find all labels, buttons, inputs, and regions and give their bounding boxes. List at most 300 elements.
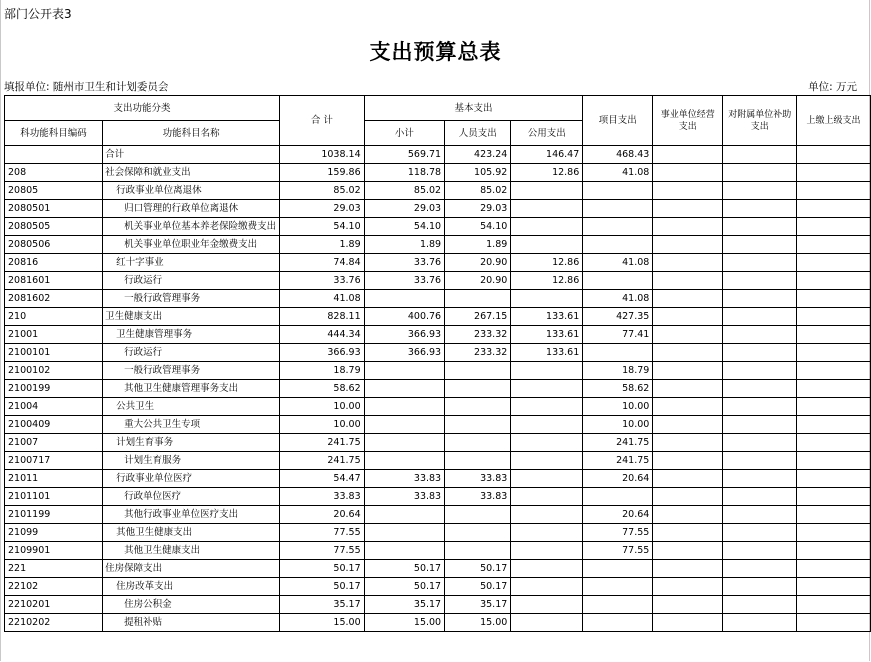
cell-subtotal: 35.17	[364, 596, 444, 614]
cell-name: 红十字事业	[103, 254, 280, 272]
cell-enterprise	[653, 146, 723, 164]
cell-enterprise	[653, 434, 723, 452]
cell-enterprise	[653, 416, 723, 434]
cell-public	[511, 290, 583, 308]
table-row	[5, 218, 871, 236]
cell-subtotal	[364, 416, 444, 434]
cell-upper	[797, 506, 871, 524]
cell-name: 其他卫生健康支出	[103, 524, 280, 542]
cell-public	[511, 578, 583, 596]
cell-personnel	[445, 434, 511, 452]
cell-project: 10.00	[583, 416, 653, 434]
cell-enterprise	[653, 308, 723, 326]
cell-enterprise	[653, 578, 723, 596]
cell-personnel	[445, 380, 511, 398]
cell-total: 85.02	[280, 182, 365, 200]
cell-enterprise	[653, 344, 723, 362]
cell-public	[511, 434, 583, 452]
cell-name: 计划生育事务	[103, 434, 280, 452]
table-row	[5, 380, 871, 398]
cell-name: 行政单位医疗	[103, 488, 280, 506]
cell-personnel	[445, 416, 511, 434]
cell-upper	[797, 560, 871, 578]
cell-subsidy	[723, 542, 797, 560]
header-project: 项目支出	[583, 96, 653, 146]
cell-personnel	[445, 398, 511, 416]
cell-name: 行政运行	[103, 344, 280, 362]
cell-subsidy	[723, 470, 797, 488]
cell-total: 1038.14	[280, 146, 365, 164]
cell-public: 12.86	[511, 254, 583, 272]
cell-subtotal: 33.83	[364, 470, 444, 488]
header-public: 公用支出	[511, 121, 583, 146]
table-row	[5, 362, 871, 380]
cell-enterprise	[653, 596, 723, 614]
cell-subsidy	[723, 272, 797, 290]
cell-subsidy	[723, 236, 797, 254]
cell-upper	[797, 182, 871, 200]
cell-personnel: 29.03	[445, 200, 511, 218]
cell-enterprise	[653, 614, 723, 632]
cell-subsidy	[723, 200, 797, 218]
table-row	[5, 452, 871, 470]
cell-personnel: 33.83	[445, 488, 511, 506]
cell-enterprise	[653, 236, 723, 254]
cell-name: 机关事业单位基本养老保险缴费支出	[103, 218, 280, 236]
cell-personnel: 423.24	[445, 146, 511, 164]
cell-project: 41.08	[583, 164, 653, 182]
cell-upper	[797, 398, 871, 416]
cell-upper	[797, 380, 871, 398]
cell-subsidy	[723, 362, 797, 380]
cell-subsidy	[723, 488, 797, 506]
cell-code: 221	[5, 560, 103, 578]
cell-subtotal	[364, 506, 444, 524]
cell-upper	[797, 308, 871, 326]
cell-enterprise	[653, 272, 723, 290]
cell-total: 241.75	[280, 434, 365, 452]
cell-name: 一般行政管理事务	[103, 362, 280, 380]
cell-subtotal: 1.89	[364, 236, 444, 254]
cell-upper	[797, 254, 871, 272]
cell-name: 社会保障和就业支出	[103, 164, 280, 182]
cell-total: 1.89	[280, 236, 365, 254]
cell-public	[511, 416, 583, 434]
cell-subtotal	[364, 452, 444, 470]
cell-project	[583, 344, 653, 362]
cell-public	[511, 488, 583, 506]
cell-upper	[797, 362, 871, 380]
cell-upper	[797, 542, 871, 560]
cell-upper	[797, 578, 871, 596]
cell-public	[511, 506, 583, 524]
cell-public	[511, 182, 583, 200]
cell-public: 12.86	[511, 164, 583, 182]
cell-subtotal	[364, 380, 444, 398]
cell-personnel: 35.17	[445, 596, 511, 614]
cell-code: 2100717	[5, 452, 103, 470]
cell-subtotal	[364, 362, 444, 380]
cell-personnel	[445, 542, 511, 560]
cell-name: 住房保障支出	[103, 560, 280, 578]
cell-total: 77.55	[280, 524, 365, 542]
table-row	[5, 326, 871, 344]
cell-name: 其他卫生健康支出	[103, 542, 280, 560]
cell-public: 133.61	[511, 308, 583, 326]
cell-project	[583, 200, 653, 218]
cell-subtotal: 50.17	[364, 578, 444, 596]
table-row	[5, 182, 871, 200]
cell-public: 12.86	[511, 272, 583, 290]
header-name: 功能科目名称	[103, 121, 280, 146]
cell-project	[583, 218, 653, 236]
cell-public	[511, 218, 583, 236]
cell-public: 146.47	[511, 146, 583, 164]
cell-project: 77.55	[583, 524, 653, 542]
cell-subtotal	[364, 542, 444, 560]
cell-public	[511, 470, 583, 488]
cell-enterprise	[653, 542, 723, 560]
cell-name: 重大公共卫生专项	[103, 416, 280, 434]
cell-subsidy	[723, 452, 797, 470]
cell-project: 18.79	[583, 362, 653, 380]
header-enterprise: 事业单位经营支出	[653, 96, 723, 146]
table-row	[5, 308, 871, 326]
cell-subsidy	[723, 146, 797, 164]
cell-project	[583, 560, 653, 578]
cell-code: 21099	[5, 524, 103, 542]
cell-personnel: 105.92	[445, 164, 511, 182]
cell-subsidy	[723, 506, 797, 524]
cell-enterprise	[653, 560, 723, 578]
cell-subsidy	[723, 380, 797, 398]
cell-enterprise	[653, 452, 723, 470]
cell-enterprise	[653, 488, 723, 506]
cell-enterprise	[653, 398, 723, 416]
cell-upper	[797, 614, 871, 632]
cell-public	[511, 524, 583, 542]
cell-subtotal: 33.83	[364, 488, 444, 506]
cell-total: 241.75	[280, 452, 365, 470]
cell-personnel	[445, 290, 511, 308]
table-row	[5, 488, 871, 506]
header-code: 科功能科目编码	[5, 121, 103, 146]
cell-total: 828.11	[280, 308, 365, 326]
header-total: 合 计	[280, 96, 365, 146]
cell-name: 一般行政管理事务	[103, 290, 280, 308]
cell-upper	[797, 200, 871, 218]
cell-upper	[797, 146, 871, 164]
cell-code: 2101101	[5, 488, 103, 506]
table-row	[5, 560, 871, 578]
table-row	[5, 614, 871, 632]
cell-personnel: 33.83	[445, 470, 511, 488]
cell-personnel: 54.10	[445, 218, 511, 236]
cell-project: 10.00	[583, 398, 653, 416]
cell-upper	[797, 218, 871, 236]
cell-subtotal: 366.93	[364, 326, 444, 344]
table-row	[5, 200, 871, 218]
header-subsidy: 对附属单位补助支出	[723, 96, 797, 146]
cell-upper	[797, 488, 871, 506]
cell-name: 行政事业单位离退休	[103, 182, 280, 200]
cell-personnel: 267.15	[445, 308, 511, 326]
cell-upper	[797, 524, 871, 542]
cell-upper	[797, 416, 871, 434]
cell-subtotal: 50.17	[364, 560, 444, 578]
cell-project: 58.62	[583, 380, 653, 398]
cell-total: 41.08	[280, 290, 365, 308]
cell-code: 2100409	[5, 416, 103, 434]
cell-public	[511, 560, 583, 578]
cell-name: 卫生健康管理事务	[103, 326, 280, 344]
cell-public	[511, 452, 583, 470]
cell-code: 20805	[5, 182, 103, 200]
cell-subtotal: 366.93	[364, 344, 444, 362]
cell-total: 20.64	[280, 506, 365, 524]
cell-total: 35.17	[280, 596, 365, 614]
cell-total: 50.17	[280, 560, 365, 578]
table-row	[5, 596, 871, 614]
cell-name: 其他行政事业单位医疗支出	[103, 506, 280, 524]
reporting-unit: 填报单位: 随州市卫生和计划委员会	[4, 81, 169, 93]
cell-upper	[797, 596, 871, 614]
cell-subsidy	[723, 614, 797, 632]
table-row	[5, 146, 871, 164]
cell-public	[511, 236, 583, 254]
cell-total: 77.55	[280, 542, 365, 560]
cell-personnel: 20.90	[445, 272, 511, 290]
header-personnel: 人员支出	[445, 121, 511, 146]
cell-enterprise	[653, 182, 723, 200]
cell-total: 159.86	[280, 164, 365, 182]
cell-personnel	[445, 452, 511, 470]
cell-total: 366.93	[280, 344, 365, 362]
cell-enterprise	[653, 524, 723, 542]
cell-enterprise	[653, 200, 723, 218]
cell-project	[583, 596, 653, 614]
cell-name: 其他卫生健康管理事务支出	[103, 380, 280, 398]
table-row	[5, 236, 871, 254]
cell-name: 提租补贴	[103, 614, 280, 632]
cell-code: 2100101	[5, 344, 103, 362]
cell-personnel	[445, 362, 511, 380]
cell-subsidy	[723, 218, 797, 236]
cell-project: 20.64	[583, 470, 653, 488]
cell-total: 54.10	[280, 218, 365, 236]
cell-subtotal	[364, 524, 444, 542]
table-row	[5, 542, 871, 560]
cell-code: 20816	[5, 254, 103, 272]
cell-code: 2210202	[5, 614, 103, 632]
cell-total: 10.00	[280, 398, 365, 416]
cell-total: 10.00	[280, 416, 365, 434]
cell-code: 210	[5, 308, 103, 326]
cell-total: 15.00	[280, 614, 365, 632]
cell-subsidy	[723, 182, 797, 200]
cell-total: 33.76	[280, 272, 365, 290]
header-row-1	[5, 96, 871, 121]
cell-enterprise	[653, 254, 723, 272]
cell-total: 444.34	[280, 326, 365, 344]
table-row	[5, 164, 871, 182]
cell-project: 468.43	[583, 146, 653, 164]
header-subtotal: 小计	[364, 121, 444, 146]
cell-subtotal: 85.02	[364, 182, 444, 200]
cell-public: 133.61	[511, 326, 583, 344]
table-row	[5, 524, 871, 542]
cell-public	[511, 614, 583, 632]
cell-subtotal: 569.71	[364, 146, 444, 164]
cell-subsidy	[723, 560, 797, 578]
cell-subtotal: 400.76	[364, 308, 444, 326]
cell-total: 50.17	[280, 578, 365, 596]
cell-personnel: 50.17	[445, 560, 511, 578]
cell-code: 21001	[5, 326, 103, 344]
cell-subsidy	[723, 254, 797, 272]
budget-table	[4, 95, 871, 632]
cell-personnel: 20.90	[445, 254, 511, 272]
cell-subtotal: 54.10	[364, 218, 444, 236]
cell-name: 卫生健康支出	[103, 308, 280, 326]
cell-code: 208	[5, 164, 103, 182]
cell-personnel: 233.32	[445, 344, 511, 362]
cell-upper	[797, 236, 871, 254]
cell-total: 29.03	[280, 200, 365, 218]
cell-code: 21007	[5, 434, 103, 452]
cell-total: 18.79	[280, 362, 365, 380]
cell-project	[583, 614, 653, 632]
cell-project	[583, 578, 653, 596]
cell-project: 41.08	[583, 254, 653, 272]
cell-subtotal: 33.76	[364, 254, 444, 272]
cell-public	[511, 380, 583, 398]
cell-public	[511, 542, 583, 560]
cell-upper	[797, 272, 871, 290]
cell-total: 58.62	[280, 380, 365, 398]
cell-enterprise	[653, 290, 723, 308]
cell-project: 241.75	[583, 452, 653, 470]
table-row	[5, 398, 871, 416]
cell-subtotal: 118.78	[364, 164, 444, 182]
cell-project: 241.75	[583, 434, 653, 452]
table-row	[5, 578, 871, 596]
cell-total: 33.83	[280, 488, 365, 506]
cell-name: 行政运行	[103, 272, 280, 290]
cell-name: 住房公积金	[103, 596, 280, 614]
page-title: 支出预算总表	[369, 39, 502, 64]
cell-code: 2210201	[5, 596, 103, 614]
cell-name: 归口管理的行政单位离退休	[103, 200, 280, 218]
cell-code: 2080506	[5, 236, 103, 254]
cell-total: 54.47	[280, 470, 365, 488]
cell-public: 133.61	[511, 344, 583, 362]
cell-project: 41.08	[583, 290, 653, 308]
cell-project: 20.64	[583, 506, 653, 524]
table-row	[5, 290, 871, 308]
cell-project: 427.35	[583, 308, 653, 326]
cell-enterprise	[653, 506, 723, 524]
cell-subsidy	[723, 326, 797, 344]
cell-personnel	[445, 524, 511, 542]
cell-code: 2100102	[5, 362, 103, 380]
table-row	[5, 272, 871, 290]
cell-subtotal	[364, 434, 444, 452]
table-row	[5, 344, 871, 362]
cell-code: 2081602	[5, 290, 103, 308]
cell-upper	[797, 164, 871, 182]
cell-subtotal	[364, 398, 444, 416]
cell-personnel: 1.89	[445, 236, 511, 254]
cell-code: 22102	[5, 578, 103, 596]
cell-public	[511, 398, 583, 416]
header-basic: 基本支出	[364, 96, 583, 121]
cell-enterprise	[653, 380, 723, 398]
cell-enterprise	[653, 164, 723, 182]
cell-name: 公共卫生	[103, 398, 280, 416]
cell-project: 77.55	[583, 542, 653, 560]
table-row	[5, 254, 871, 272]
cell-total: 74.84	[280, 254, 365, 272]
cell-code: 2080505	[5, 218, 103, 236]
table-row	[5, 470, 871, 488]
cell-personnel	[445, 506, 511, 524]
cell-enterprise	[653, 218, 723, 236]
cell-enterprise	[653, 362, 723, 380]
header-func-class: 支出功能分类	[5, 96, 280, 121]
cell-code: 2101199	[5, 506, 103, 524]
cell-project: 77.41	[583, 326, 653, 344]
cell-subsidy	[723, 416, 797, 434]
cell-personnel: 50.17	[445, 578, 511, 596]
sheet-label: 部门公开表3	[4, 7, 72, 21]
cell-name: 机关事业单位职业年金缴费支出	[103, 236, 280, 254]
cell-subsidy	[723, 164, 797, 182]
cell-project	[583, 182, 653, 200]
cell-upper	[797, 452, 871, 470]
cell-subsidy	[723, 398, 797, 416]
cell-upper	[797, 470, 871, 488]
cell-enterprise	[653, 470, 723, 488]
cell-code: 2109901	[5, 542, 103, 560]
cell-upper	[797, 326, 871, 344]
cell-project	[583, 488, 653, 506]
cell-code: 21004	[5, 398, 103, 416]
cell-personnel: 85.02	[445, 182, 511, 200]
cell-personnel: 15.00	[445, 614, 511, 632]
cell-subtotal	[364, 290, 444, 308]
currency-unit: 单位: 万元	[808, 81, 857, 93]
cell-subsidy	[723, 308, 797, 326]
cell-subsidy	[723, 578, 797, 596]
cell-subsidy	[723, 434, 797, 452]
header-upper: 上缴上级支出	[797, 96, 871, 146]
cell-public	[511, 200, 583, 218]
cell-public	[511, 596, 583, 614]
cell-subtotal: 33.76	[364, 272, 444, 290]
cell-name: 住房改革支出	[103, 578, 280, 596]
cell-public	[511, 362, 583, 380]
cell-project	[583, 236, 653, 254]
cell-name: 合计	[103, 146, 280, 164]
cell-subsidy	[723, 524, 797, 542]
cell-code: 2081601	[5, 272, 103, 290]
cell-subsidy	[723, 596, 797, 614]
cell-upper	[797, 290, 871, 308]
table-row	[5, 434, 871, 452]
table-row	[5, 506, 871, 524]
cell-subtotal: 15.00	[364, 614, 444, 632]
